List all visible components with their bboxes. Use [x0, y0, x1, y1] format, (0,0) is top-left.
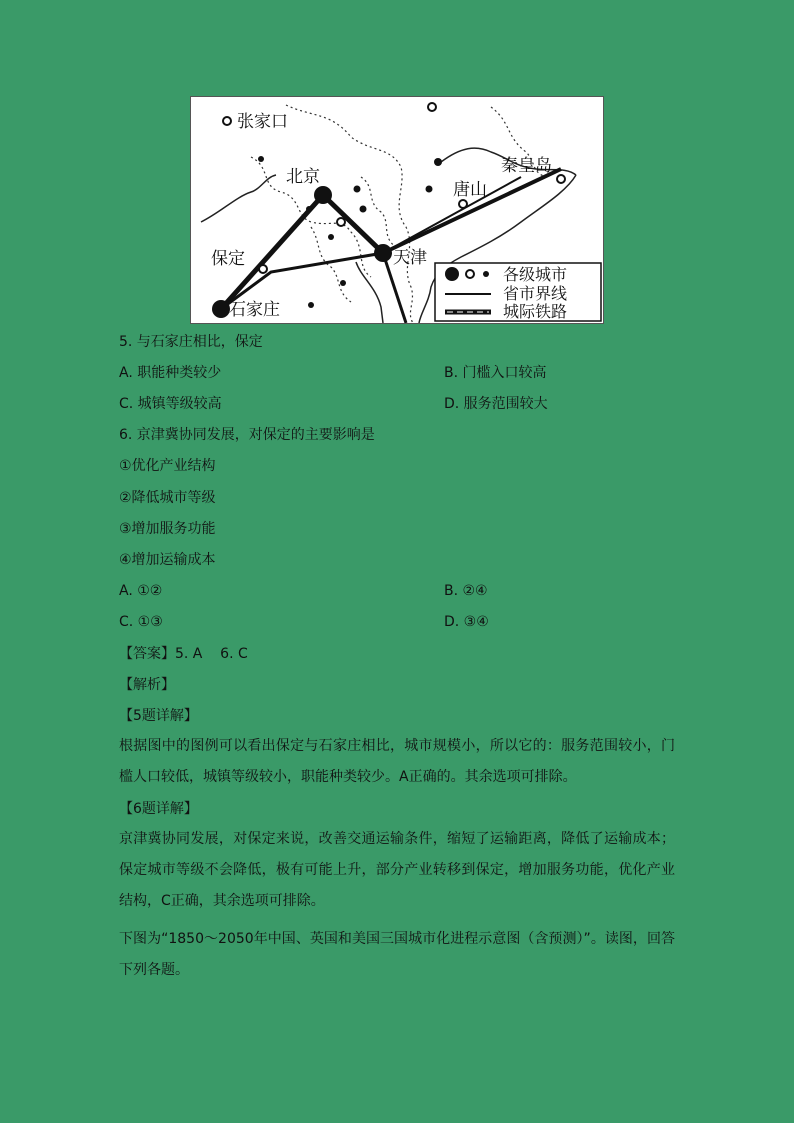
city-marker — [258, 156, 264, 162]
answer-line: 【答案】5. A 6. C — [119, 646, 248, 662]
q5-option-a: A. 职能种类较少 — [119, 365, 222, 381]
label-tianjin: 天津 — [393, 248, 427, 268]
q6-option-c: C. ①③ — [119, 614, 163, 630]
boundary-line — [201, 175, 276, 222]
q6-item-4: ④增加运输成本 — [119, 552, 216, 568]
q6-option-b: B. ②④ — [444, 583, 488, 599]
q5-option-d: D. 服务范围较大 — [444, 396, 548, 412]
q6-stem: 6. 京津冀协同发展，对保定的主要影响是 — [119, 427, 375, 443]
map-svg — [191, 97, 603, 323]
city-marker-qinhuangdao — [557, 175, 565, 183]
label-baoding: 保定 — [211, 249, 245, 269]
label-tangshan: 唐山 — [453, 180, 487, 200]
label-zhangjiakou: 张家口 — [237, 112, 288, 132]
city-marker — [354, 186, 361, 193]
q6-item-1: ①优化产业结构 — [119, 458, 216, 474]
q5-stem: 5. 与石家庄相比，保定 — [119, 334, 263, 350]
label-beijing: 北京 — [286, 167, 320, 187]
detail6-heading: 【6题详解】 — [119, 801, 198, 817]
legend-city-large-icon — [445, 267, 459, 281]
map-figure — [190, 96, 604, 324]
legend-boundary-label: 省市界线 — [503, 284, 568, 303]
city-marker — [337, 218, 345, 226]
city-marker-tianjin — [374, 244, 392, 262]
city-marker — [308, 302, 314, 308]
boundary-line — [356, 262, 383, 323]
city-marker — [328, 234, 334, 240]
legend-cities-label: 各级城市 — [503, 265, 568, 284]
q5-option-b: B. 门槛入口较高 — [444, 365, 547, 381]
city-marker — [426, 186, 433, 193]
legend-railway-label: 城际铁路 — [503, 302, 568, 321]
q6-item-3: ③增加服务功能 — [119, 521, 216, 537]
city-marker — [306, 206, 312, 212]
city-marker — [428, 103, 436, 111]
railway-line — [383, 177, 521, 253]
city-marker-tangshan — [459, 200, 467, 208]
next-question-intro: 下图为“1850～2050年中国、英国和美国三国城市化进程示意图（含预测）”。读图，回答下列各题。 — [119, 931, 675, 978]
city-marker-zhangjiakou — [223, 117, 231, 125]
detail5-text: 根据图中的图例可以看出保定与石家庄相比，城市规模小，所以它的：服务范围较小，门槛人口较低，城镇等级较小，职能种类较少。A正确的。其余选项可排除。 — [119, 738, 675, 785]
city-marker-beijing — [314, 186, 332, 204]
analysis-heading: 【解析】 — [119, 677, 175, 693]
city-marker-shijiazhuang — [212, 300, 230, 318]
q5-option-c: C. 城镇等级较高 — [119, 396, 222, 412]
city-marker — [360, 206, 367, 213]
detail5-heading: 【5题详解】 — [119, 708, 198, 724]
detail6-text: 京津冀协同发展，对保定来说，改善交通运输条件，缩短了运输距离，降低了运输成本；保定城市等级不会降低，极有可能上升，部分产业转移到保定，增加服务功能，优化产业结构，C正确，其余选项可排除。 — [119, 831, 675, 909]
city-marker — [340, 280, 346, 286]
legend-city-medium-icon — [466, 270, 474, 278]
q6-option-d: D. ③④ — [444, 614, 489, 630]
label-shijiazhuang: 石家庄 — [229, 300, 280, 320]
q6-item-2: ②降低城市等级 — [119, 490, 216, 506]
city-marker — [434, 158, 442, 166]
q6-option-a: A. ①② — [119, 583, 163, 599]
map-legend — [435, 263, 601, 321]
legend-city-small-icon — [483, 271, 489, 277]
city-marker-baoding — [259, 265, 267, 273]
label-qinhuangdao: 秦皇岛 — [501, 156, 552, 176]
